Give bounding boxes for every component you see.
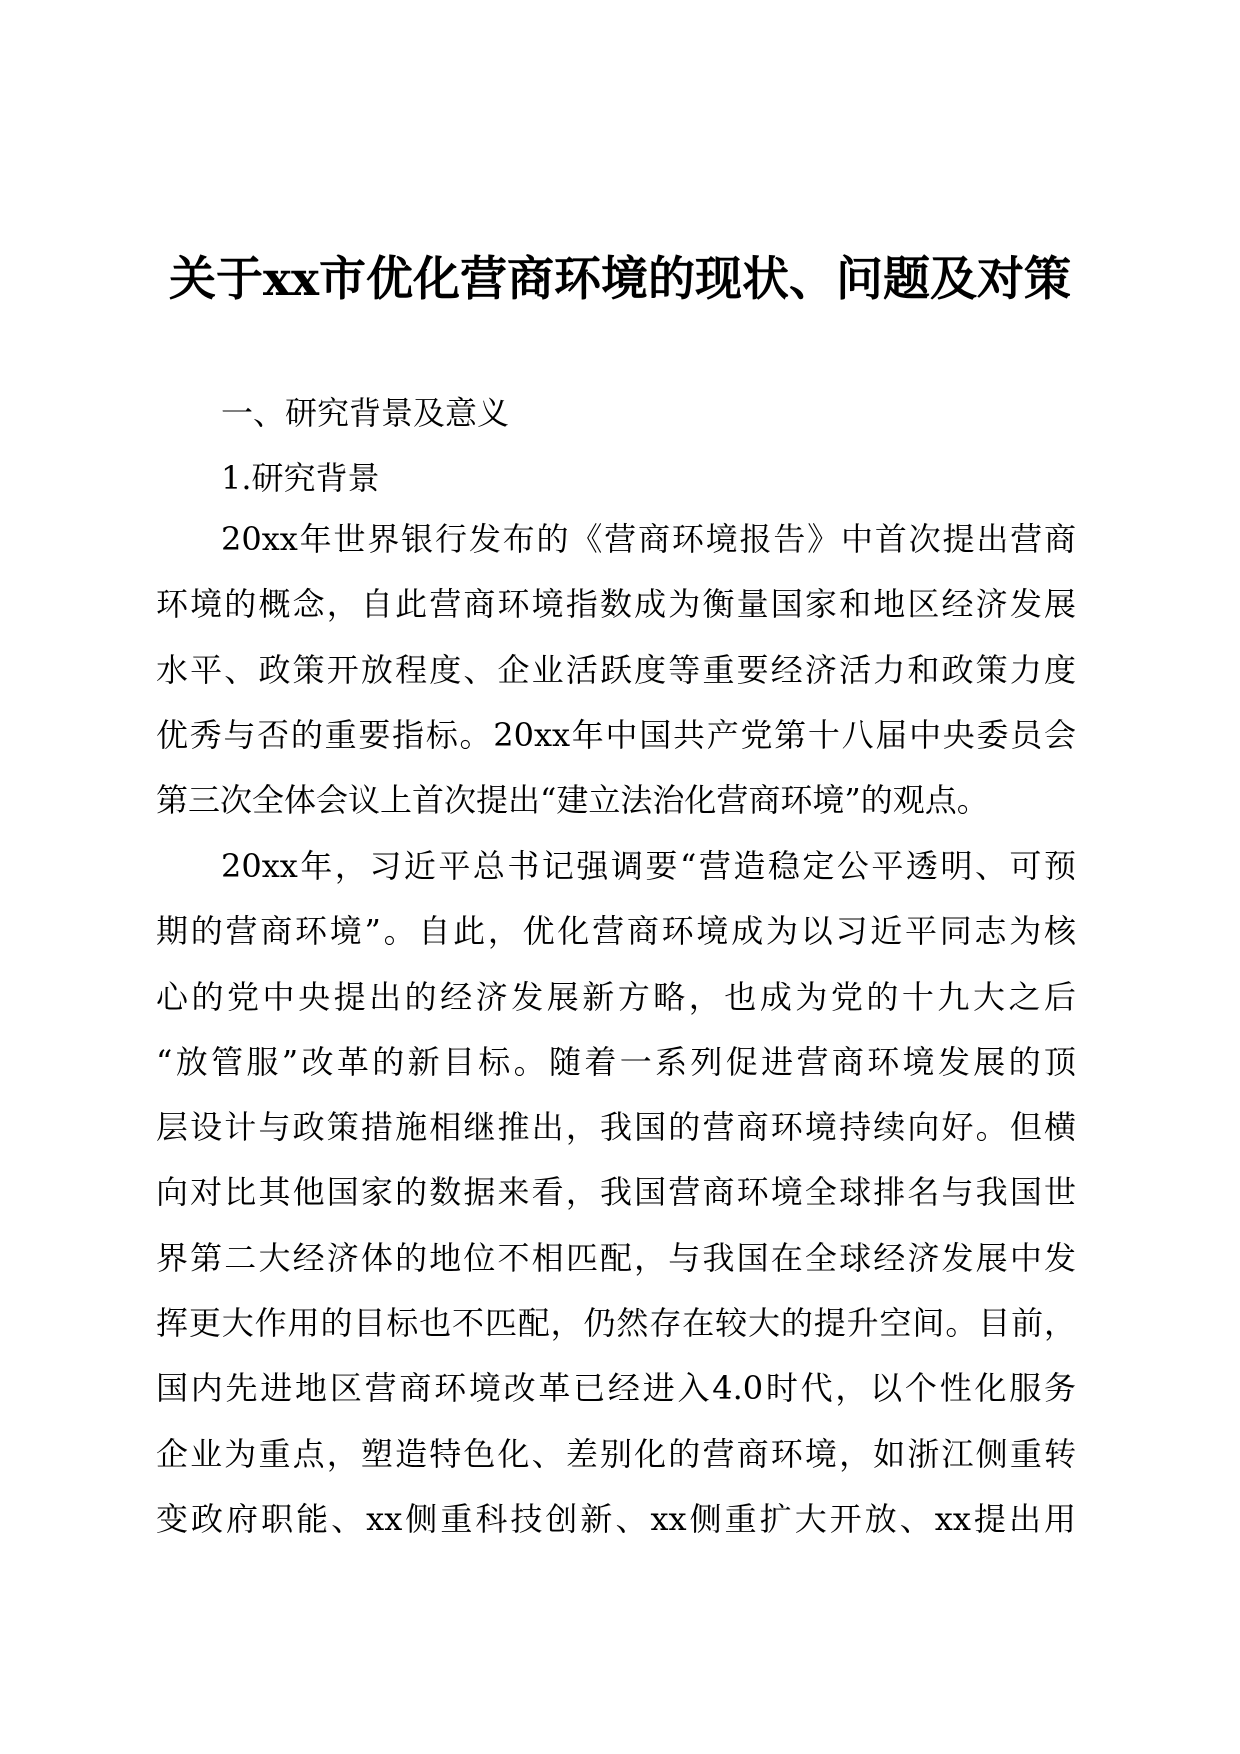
paragraph-line: “放管服”改革的新目标。随着一系列促进营商环境发展的顶 <box>156 1042 1076 1081</box>
document-title: 关于xx市优化营商环境的现状、问题及对策 <box>168 252 1072 307</box>
section-heading: 一、研究背景及意义 <box>221 394 510 432</box>
paragraph-line: 水平、政策开放程度、企业活跃度等重要经济活力和政策力度 <box>156 650 1076 689</box>
paragraph-line: 第三次全体会议上首次提出“建立法治化营商环境”的观点。 <box>156 781 989 820</box>
paragraph-line: 环境的概念，自此营商环境指数成为衡量国家和地区经济发展 <box>156 585 1076 624</box>
paragraph-line: 变政府职能、xx侧重科技创新、xx侧重扩大开放、xx提出用 <box>156 1499 1076 1538</box>
paragraph-line: 向对比其他国家的数据来看，我国营商环境全球排名与我国世 <box>156 1173 1076 1212</box>
paragraph-background-2 <box>156 834 1076 1552</box>
paragraph-line: 20xx年，习近平总书记强调要“营造稳定公平透明、可预 <box>221 847 1076 885</box>
paragraph-line: 心的党中央提出的经济发展新方略，也成为党的十九大之后 <box>156 977 1076 1016</box>
paragraph-line: 界第二大经济体的地位不相匹配，与我国在全球经济发展中发 <box>156 1238 1076 1277</box>
paragraph-line: 层设计与政策措施相继推出，我国的营商环境持续向好。但横 <box>156 1108 1076 1147</box>
subsection-heading: 1.研究背景 <box>221 459 380 497</box>
paragraph-line: 企业为重点，塑造特色化、差别化的营商环境，如浙江侧重转 <box>156 1434 1076 1473</box>
paragraph-background-1 <box>156 507 1076 833</box>
paragraph-line: 优秀与否的重要指标。20xx年中国共产党第十八届中央委员会 <box>156 715 1076 754</box>
paragraph-line: 国内先进地区营商环境改革已经进入4.0时代，以个性化服务 <box>156 1369 1076 1408</box>
paragraph-line: 20xx年世界银行发布的《营商环境报告》中首次提出营商 <box>221 520 1076 558</box>
paragraph-line: 期的营商环境”。自此，优化营商环境成为以习近平同志为核 <box>156 912 1076 951</box>
paragraph-line: 挥更大作用的目标也不匹配，仍然存在较大的提升空间。目前， <box>156 1304 1076 1343</box>
